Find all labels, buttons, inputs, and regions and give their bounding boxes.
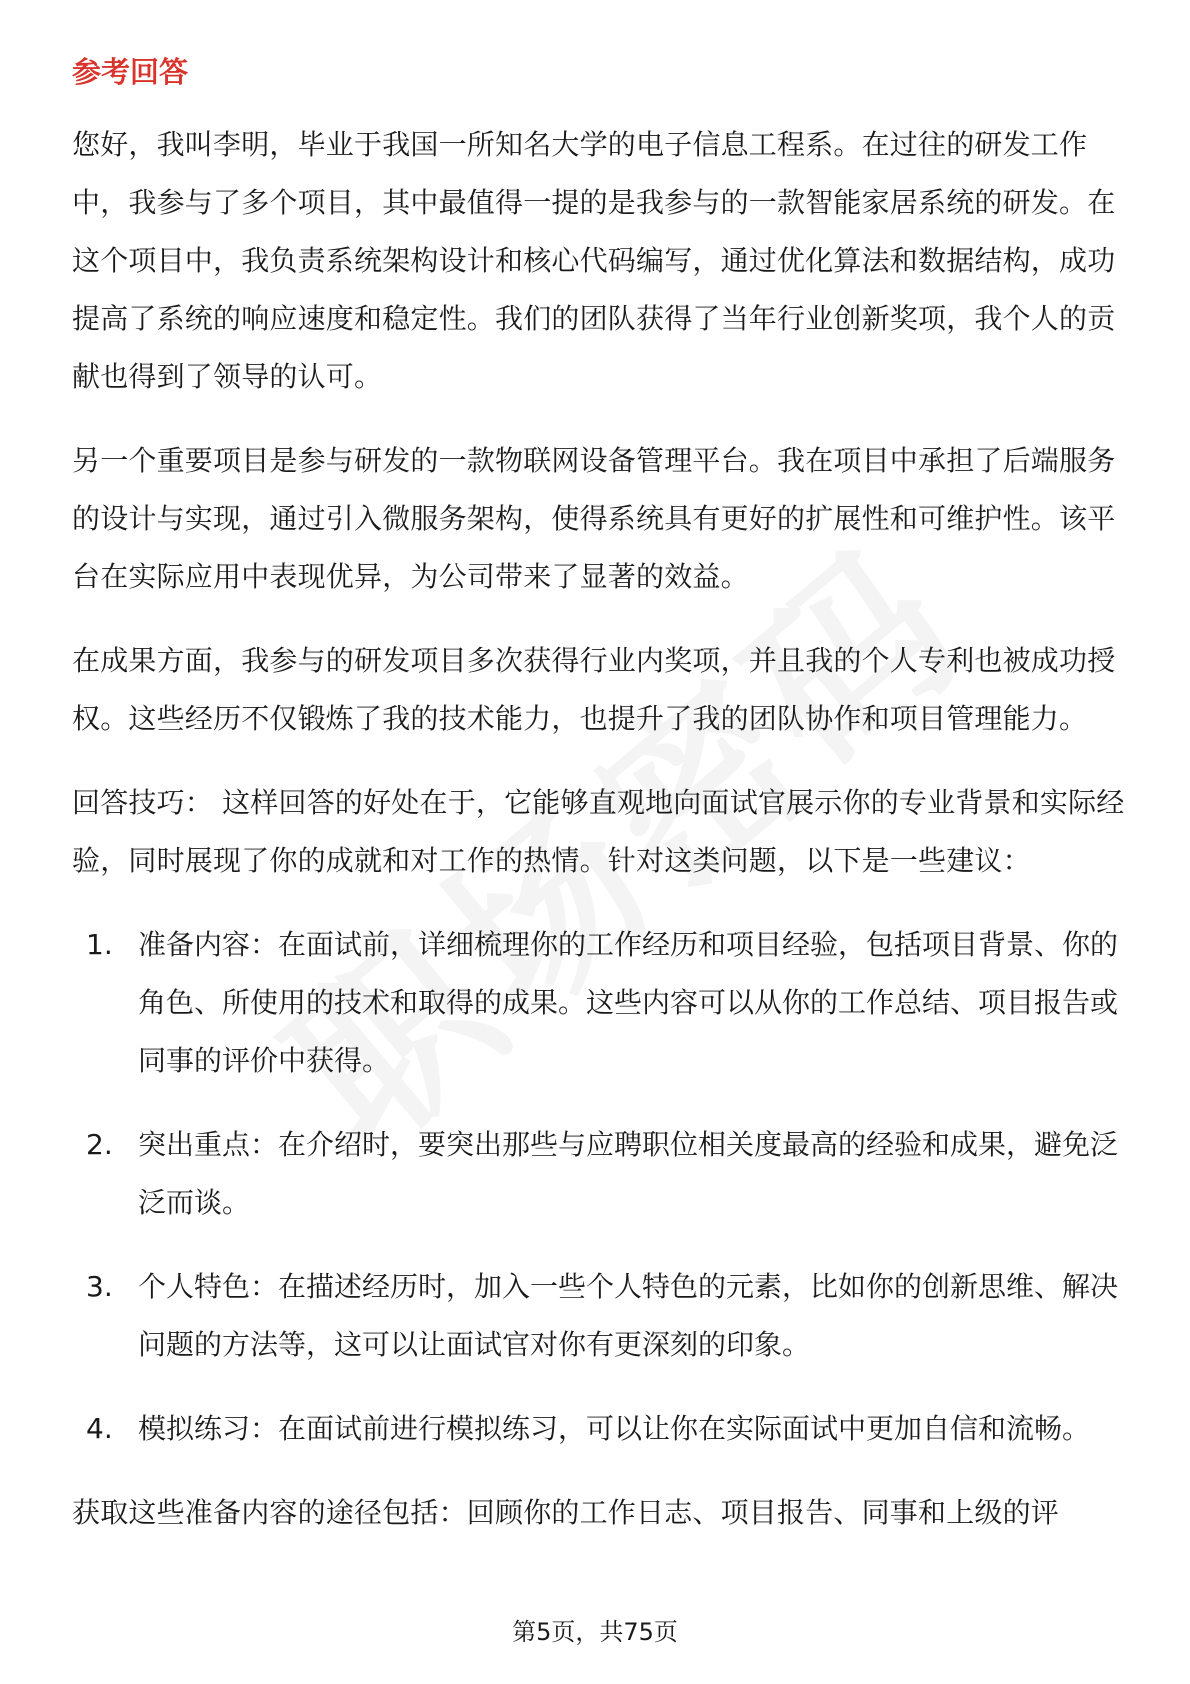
paragraph-project: 另一个重要项目是参与研发的一款物联网设备管理平台。我在项目中承担了后端服务的设计与实现，通过引入微服务架构，使得系统具有更好的扩展性和可维护性。该平台在实际应用中表现优异，为公司带来了显著的效益。 [72, 444, 1116, 593]
paragraph-achievements: 在成果方面，我参与的研发项目多次获得行业内奖项，并且我的个人专利也被成功授权。这些经历不仅锻炼了我的技术能力，也提升了我的团队协作和项目管理能力。 [72, 644, 1116, 735]
paragraph-closing: 获取这些准备内容的途径包括：回顾你的工作日志、项目报告、同事和上级的评 [72, 1496, 1060, 1529]
list-item-text: 个人特色：在描述经历时，加入一些个人特色的元素，比如你的创新思维、解决问题的方法等，这可以让面试官对你有更深刻的印象。 [138, 1270, 1119, 1361]
list-item-number: 3. [86, 1270, 113, 1303]
list-item-text: 突出重点：在介绍时，要突出那些与应聘职位相关度最高的经验和成果，避免泛泛而谈。 [138, 1128, 1119, 1219]
list-item [72, 1258, 1132, 1374]
list-item [72, 1116, 1132, 1232]
list-item [72, 916, 1132, 1090]
list-item-number: 2. [86, 1128, 113, 1161]
paragraph-tips-intro: 回答技巧： 这样回答的好处在于，它能够直观地向面试官展示你的专业背景和实际经验，同时展现了你的成就和对工作的热情。针对这类问题，以下是一些建议： [72, 786, 1125, 877]
list-item-text: 模拟练习：在面试前进行模拟练习，可以让你在实际面试中更加自信和流畅。 [138, 1412, 1091, 1445]
paragraph-intro: 您好，我叫李明，毕业于我国一所知名大学的电子信息工程系。在过往的研发工作中，我参与了多个项目，其中最值得一提的是我参与的一款智能家居系统的研发。在这个项目中，我负责系统架构设计和核心代码编写，通过优化算法和数据结构，成功提高了系统的响应速度和稳定性。我们的团队获得了当年行业创新奖项，我个人的贡献也得到了领导的认可。 [72, 128, 1116, 393]
list-item-number: 4. [86, 1412, 113, 1445]
section-title: 参考回答 [72, 55, 189, 89]
list-item-number: 1. [86, 928, 113, 961]
document-page [72, 48, 1132, 1568]
tips-list [72, 916, 1132, 1458]
page-number: 第5页，共75页 [512, 1618, 678, 1646]
list-item [72, 1400, 1132, 1458]
list-item-text: 准备内容：在面试前，详细梳理你的工作经历和项目经验，包括项目背景、你的角色、所使用的技术和取得的成果。这些内容可以从你的工作总结、项目报告或同事的评价中获得。 [138, 928, 1119, 1077]
